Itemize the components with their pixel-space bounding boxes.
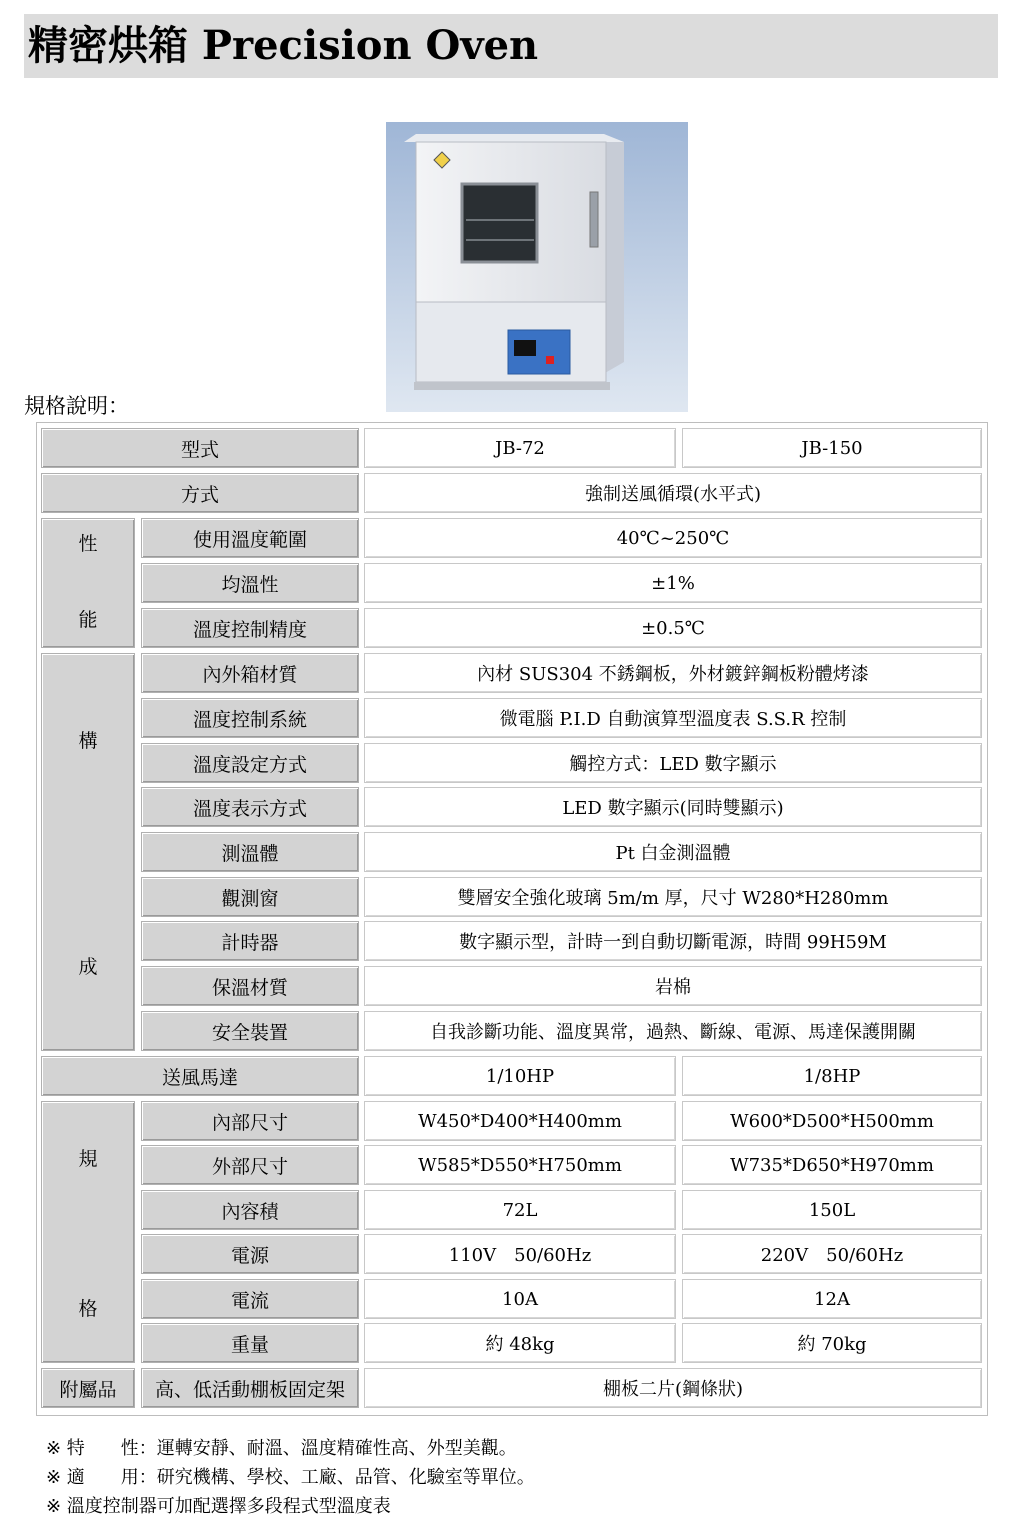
note-controller: ※ 溫度控制器可加配選擇多段程式型溫度表	[46, 1496, 391, 1517]
row-value: 岩棉	[364, 966, 982, 1006]
row-label: 保溫材質	[141, 966, 359, 1006]
row-label: 內外箱材質	[141, 653, 359, 693]
group-construction-char-1: 構	[78, 730, 98, 752]
row-label: 溫度表示方式	[141, 787, 359, 827]
row-value: 數字顯示型，計時一到自動切斷電源，時間 99H59M	[364, 921, 982, 961]
group-performance-char-1: 性	[78, 533, 98, 555]
row-label: 觀測窗	[141, 877, 359, 917]
row-label: 測溫體	[141, 832, 359, 872]
row-value-jb150: W735*D650*H970mm	[682, 1145, 982, 1185]
header-label: 型式	[41, 428, 359, 468]
row-label: 溫度設定方式	[141, 743, 359, 783]
row-value-jb150: 約 70kg	[682, 1323, 982, 1363]
row-value: 觸控方式：LED 數字顯示	[364, 743, 982, 783]
spec-heading: 規格說明：	[24, 394, 129, 418]
oven-photo	[386, 122, 688, 412]
row-value: LED 數字顯示(同時雙顯示)	[364, 787, 982, 827]
notes	[46, 1434, 535, 1521]
method-label: 方式	[41, 473, 359, 513]
row-value: 內材 SUS304 不銹鋼板，外材鍍鋅鋼板粉體烤漆	[364, 653, 982, 693]
model-jb150: JB-150	[682, 428, 982, 468]
row-value: 自我診斷功能、溫度異常，過熱、斷線、電源、馬達保護開關	[364, 1011, 982, 1051]
page-title: 精密烘箱 Precision Oven	[28, 22, 539, 69]
spec-table	[36, 422, 988, 1416]
row-value-jb72: W585*D550*H750mm	[364, 1145, 676, 1185]
row-value: ±0.5℃	[364, 608, 982, 648]
accessories-sublabel: 高、低活動棚板固定架	[141, 1368, 359, 1408]
group-specs-char-1: 規	[78, 1148, 98, 1170]
row-label: 電流	[141, 1279, 359, 1319]
row-label: 溫度控制精度	[141, 608, 359, 648]
row-label: 電源	[141, 1234, 359, 1274]
row-label: 內容積	[141, 1190, 359, 1230]
group-specs	[41, 1101, 135, 1363]
row-value: 40℃~250℃	[364, 518, 982, 558]
group-performance-char-2: 能	[78, 609, 98, 631]
row-label: 均溫性	[141, 563, 359, 603]
motor-jb72: 1/10HP	[364, 1056, 676, 1096]
row-value-jb72: 72L	[364, 1190, 676, 1230]
row-value-jb72: 10A	[364, 1279, 676, 1319]
row-value: 雙層安全強化玻璃 5m/m 厚，尺寸 W280*H280mm	[364, 877, 982, 917]
row-label: 內部尺寸	[141, 1101, 359, 1141]
accessories-value: 棚板二片(鋼條狀)	[364, 1368, 982, 1408]
title-bar	[24, 14, 998, 78]
method-value: 強制送風循環(水平式)	[364, 473, 982, 513]
row-value-jb150: W600*D500*H500mm	[682, 1101, 982, 1141]
row-value-jb150: 150L	[682, 1190, 982, 1230]
group-construction	[41, 653, 135, 1051]
row-value-jb150: 12A	[682, 1279, 982, 1319]
row-label: 溫度控制系統	[141, 698, 359, 738]
row-value-jb72: 約 48kg	[364, 1323, 676, 1363]
row-label: 外部尺寸	[141, 1145, 359, 1185]
motor-jb150: 1/8HP	[682, 1056, 982, 1096]
row-value: Pt 白金測溫體	[364, 832, 982, 872]
accessories-label: 附屬品	[41, 1368, 135, 1408]
row-value-jb72: 110V 50/60Hz	[364, 1234, 676, 1274]
note-applications: ※ 適 用：研究機構、學校、工廠、品管、化驗室等單位。	[46, 1467, 535, 1488]
group-performance	[41, 518, 135, 648]
row-value: ±1%	[364, 563, 982, 603]
group-construction-char-2: 成	[78, 956, 98, 978]
row-value-jb150: 220V 50/60Hz	[682, 1234, 982, 1274]
row-label: 使用溫度範圍	[141, 518, 359, 558]
group-specs-char-2: 格	[78, 1298, 98, 1320]
row-label: 安全裝置	[141, 1011, 359, 1051]
row-value-jb72: W450*D400*H400mm	[364, 1101, 676, 1141]
model-jb72: JB-72	[364, 428, 676, 468]
row-label: 計時器	[141, 921, 359, 961]
row-label: 重量	[141, 1323, 359, 1363]
motor-label: 送風馬達	[41, 1056, 359, 1096]
row-value: 微電腦 P.I.D 自動演算型溫度表 S.S.R 控制	[364, 698, 982, 738]
note-features: ※ 特 性：運轉安靜、耐溫、溫度精確性高、外型美觀。	[46, 1438, 517, 1459]
